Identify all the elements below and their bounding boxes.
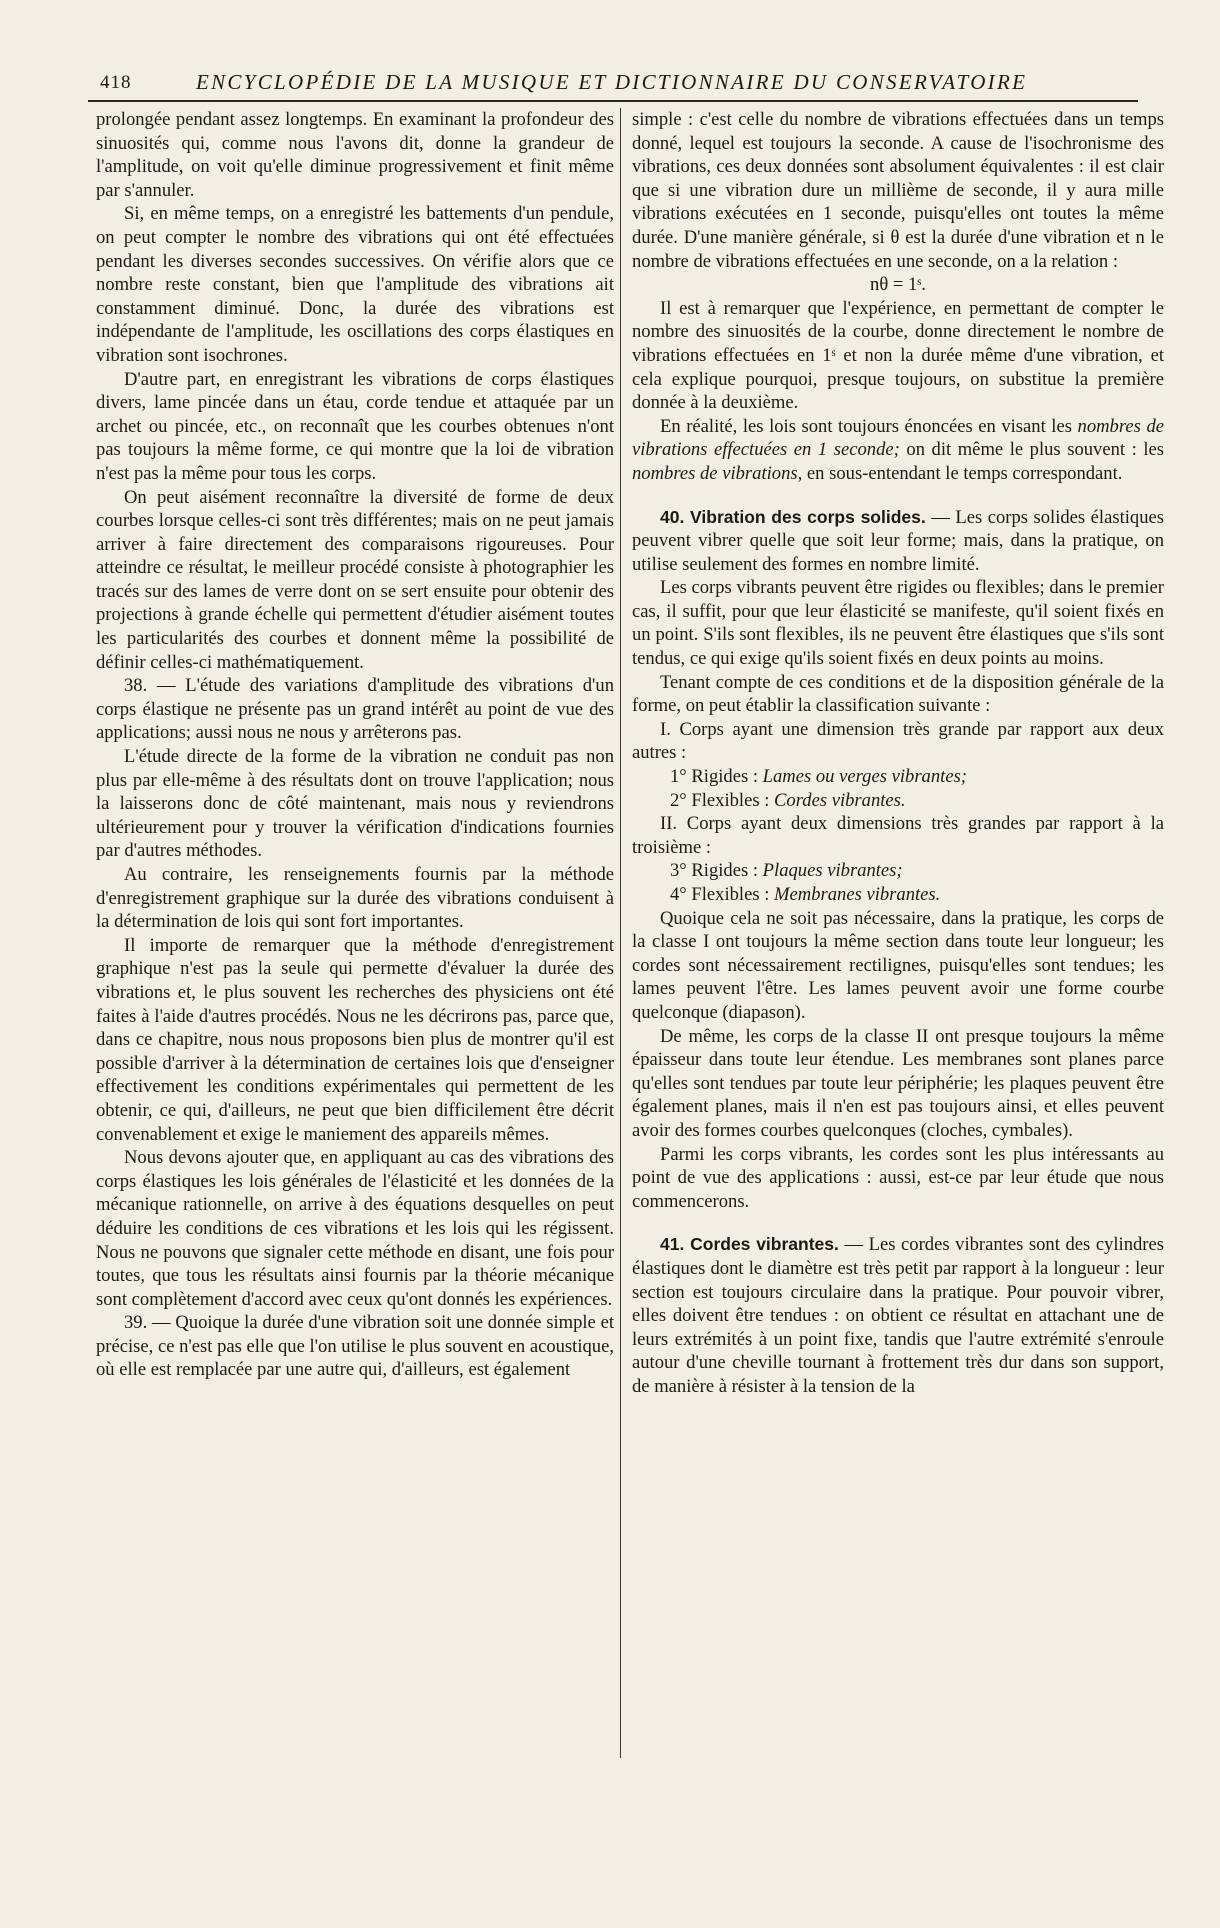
paragraph: Quoique cela ne soit pas nécessaire, dans la pratique, les corps de la classe I ont toujours la même section dans toute leur longueur; les cordes sont nécessairement rectilignes, puisqu'elles sont tendues; les lames peuvent l'être. Les lames peuvent avoir une forme courbe quelconque (diapason). [632, 907, 1164, 1023]
page-header [88, 62, 1138, 102]
paragraph: L'étude directe de la forme de la vibration ne conduit pas non plus par elle-même à des résultats dont on trouve l'application; nous la laisserons donc de côté maintenant, mais nous y reviendrons ultérieurement pour y trouver la vérification d'indications fournies par d'autres méthodes. [96, 746, 614, 862]
text-run: en sous-entendant le temps correspondant. [802, 462, 1123, 484]
paragraph: Les corps vibrants peuvent être rigides ou flexibles; dans le premier cas, il suffit, pour que leur élasticité se manifeste, qu'il soient fixés en un point. S'ils sont flexibles, ils ne peuvent être élastiques que s'ils sont tendus, ce qui exige qu'ils soient fixés en deux points au moins. [632, 577, 1164, 670]
left-column [96, 108, 614, 1868]
right-column [632, 108, 1164, 1868]
paragraph: Il importe de remarquer que la méthode d'enregistrement graphique n'est pas la seule qui permette d'évaluer la durée des vibrations et, le plus souvent les recherches des physiciens ont été faites à l'aide d'autres procédés. Nous ne les décrirons pas, parce que, dans ce chapitre, nous nous proposons bien plus de montrer qu'il est possible d'arriver à la détermination de certaines lois que d'enseigner effectivement les conditions expérimentales qui permettent de les obtenir, ce qui, d'ailleurs, ne peut que bien difficilement être décrit convenablement et exige le maniement des appareils mêmes. [96, 934, 614, 1145]
running-title: ENCYCLOPÉDIE DE LA MUSIQUE ET DICTIONNAIRE DU CONSERVATOIRE [196, 70, 1028, 94]
paragraph: 38. — L'étude des variations d'amplitude des vibrations d'un corps élastique ne présente pas un grand intérêt au point de vue des applications; aussi nous ne nous y arrêterons pas. [96, 675, 614, 744]
paragraph: Au contraire, les renseignements fournis par la méthode d'enregistrement graphique sur la durée des vibrations conduisent à la détermination de lois qui sont fort importantes. [96, 864, 614, 933]
formula: nθ = 1ˢ. [870, 274, 926, 296]
emphasis: nombres de vibrations effectuées en 1 seconde; [632, 415, 1164, 461]
column-divider [620, 108, 621, 1758]
classification-subitem [632, 789, 1164, 813]
paragraph [632, 415, 1164, 486]
paragraph: Si, en même temps, on a enregistré les battements d'un pendule, on peut compter le nombre des vibrations qui ont été effectuées pendant les diverses secondes successives. On vérifie alors que ce nombre reste constant, bien que l'amplitude des vibrations ait constamment diminué. Donc, la durée des vibrations est indépendante de l'amplitude, les oscillations des corps élastiques en vibration sont isochrones. [96, 203, 614, 366]
text-run: En réalité, les lois sont toujours énoncées en visant les [660, 415, 1078, 437]
text-run: 2° Flexibles : [670, 789, 775, 811]
section-41 [632, 1233, 1164, 1398]
emphasis: Cordes vibrantes. [774, 789, 906, 811]
paragraph: Parmi les corps vibrants, les cordes sont les plus intéressants au point de vue des applications : aussi, est-ce par leur étude que nous commencerons. [632, 1143, 1164, 1212]
paragraph: Tenant compte de ces conditions et de la disposition générale de la forme, on peut établir la classification suivante : [632, 671, 1164, 717]
paragraph: D'autre part, en enregistrant les vibrations de corps élastiques divers, lame pincée dans un étau, corde tendue et attaquée par un archet ou pincée, etc., on reconnaît que les courbes obtenues n'ont pas toujours la même forme, ce qui montre que la loi de vibration n'est pas la même pour tous les corps. [96, 368, 614, 484]
emphasis: Plaques vibrantes; [762, 860, 903, 882]
paragraph: De même, les corps de la classe II ont presque toujours la même épaisseur dans toute leur étendue. Les membranes sont planes parce qu'elles sont tendues par toute leur périphérie; les plaques peuvent être également planes, mais il n'en est pas toujours ainsi, et elles peuvent avoir des formes courbes quelconques (cloches, cymbales). [632, 1025, 1164, 1141]
text-run: 1° Rigides : [670, 766, 763, 788]
text-run: 3° Rigides : [670, 860, 763, 882]
classification-item: I. Corps ayant une dimension très grande par rapport aux deux autres : [632, 718, 1164, 764]
section-40 [632, 506, 1164, 577]
paragraph: 39. — Quoique la durée d'une vibration soit une donnée simple et précise, ce n'est pas elle que l'on utilise le plus souvent en acoustique, où elle est remplacée par une autre qui, d'ailleurs, est également [96, 1312, 614, 1381]
emphasis: Lames ou verges vibrantes; [762, 766, 967, 788]
paragraph: On peut aisément reconnaître la diversité de forme de deux courbes lorsque celles-ci sont très différentes; mais on ne peut jamais arriver à faire directement des comparaisons rigoureuses. Pour atteindre ce résultat, le meilleur procédé consiste à photographier les tracés sur des lames de verre dont on se sert ensuite pour obtenir des projections à grande échelle qui permettent d'étudier aisément toutes les particularités des courbes et donnent même la possibilité de définir celles-ci mathématiquement. [96, 486, 614, 673]
text-run: — Les cordes vibrantes sont des cylindres élastiques dont le diamètre est très petit par rapport à la longueur : leur section est toujours circulaire dans la pratique. Pour pouvoir vibrer, elles doivent être tendues : on obtient ce résultat en attachant une de leurs extrémités à un point fixe, tandis que l'autre extrémité s'enroule autour d'une cheville tournant à frottement très dur dans son support, de manière à résister à la tension de la [632, 1234, 1164, 1397]
classification-subitem [632, 883, 1164, 907]
section-title: 41. Cordes vibrantes. [660, 1234, 839, 1255]
text-run: 4° Flexibles : [670, 884, 775, 905]
classification-subitem [632, 765, 1164, 789]
paragraph: Nous devons ajouter que, en appliquant au cas des vibrations des corps élastiques les lois générales de l'élasticité et les données de la mécanique rationnelle, on arrive à des équations desquelles on peut déduire les conditions de ces vibrations et les lois qui les régissent. Nous ne pouvons que signaler cette méthode en disant, une fois pour toutes, que tous les résultats ainsi fournis par la théorie mécanique sont complètement d'accord avec ceux qu'ont donnés les expériences. [96, 1147, 614, 1310]
section-title: 40. Vibration des corps solides. [660, 506, 926, 527]
classification-item: II. Corps ayant deux dimensions très grandes par rapport à la troisième : [632, 813, 1164, 858]
emphasis: Membranes vibrantes. [774, 884, 941, 905]
emphasis: nombres de vibrations, [632, 462, 803, 484]
page-number: 418 [100, 72, 132, 93]
paragraph: prolongée pendant assez longtemps. En examinant la profondeur des sinuosités qui, comme nous l'avons dit, donne la grandeur de l'amplitude, on voit qu'elle diminue progressivement et finit même par s'annuler. [96, 109, 614, 201]
text-columns [96, 108, 1164, 1868]
classification-subitem [632, 859, 1164, 883]
text-run: on dit même le plus souvent : les [899, 439, 1164, 461]
paragraph: Il est à remarquer que l'expérience, en permettant de compter le nombre des sinuosités de la courbe, donne directement le nombre de vibrations effectuées en 1ˢ et non la durée même d'une vibration, et cela explique pourquoi, presque toujours, on substitue la première donnée à la deuxième. [632, 297, 1164, 414]
text-run: — Les corps solides élastiques peuvent vibrer quelle que soit leur forme; mais, dans la pratique, on utilise seulement des formes en nombre limité. [632, 506, 1164, 575]
paragraph: simple : c'est celle du nombre de vibrations effectuées dans un temps donné, lequel est toujours la seconde. A cause de l'isochronisme des vibrations, ces deux données sont absolument équivalentes : il est clair que si une vibration dure un millième de seconde, il y aura mille vibrations exécutées en 1 seconde, puisqu'elles ont toutes la même durée. D'une manière générale, si θ est la durée d'une vibration et n le nombre de vibrations effectuées en une seconde, on a la relation : [632, 109, 1164, 272]
